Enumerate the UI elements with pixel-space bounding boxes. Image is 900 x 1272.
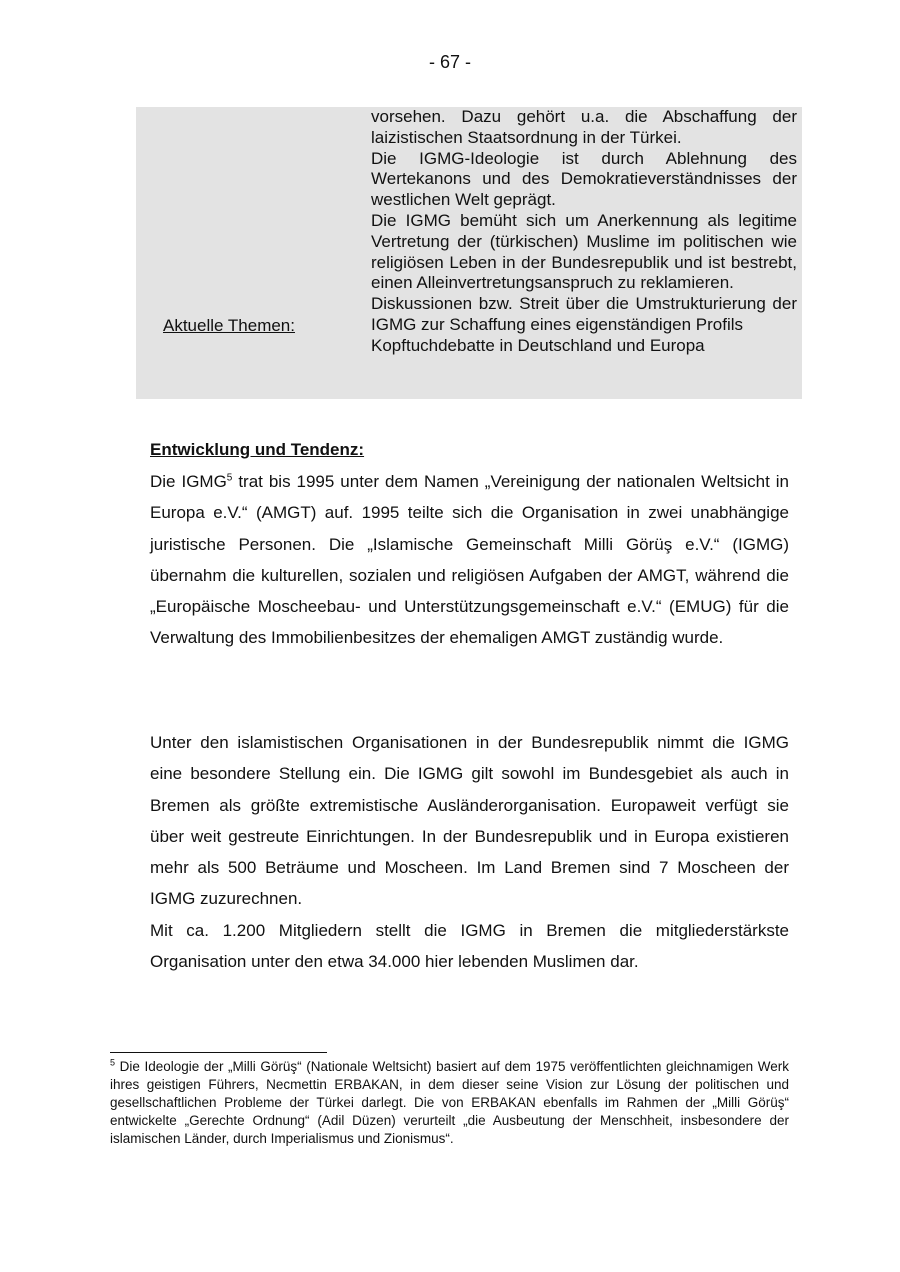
body-block-development <box>150 466 789 654</box>
profile-box-paragraph: Die IGMG-Ideologie ist durch Ablehnung des Wertekanons und des Demokratieverständnisses der westlichen Welt geprägt. <box>371 148 797 210</box>
footnote <box>110 1058 789 1148</box>
paragraph-history-rest: trat bis 1995 unter dem Namen „Vereinigung der nationalen Weltsicht in Europa e.V.“ (AMGT) auf. 1995 teilte sich die Organisation in zwei unabhängige juristische Personen. Die „Islamische Gemeinschaft Milli Görüş e.V.“ (IGMG) übernahm die kulturellen, sozialen und religiösen Aufgaben der AMGT, während die „Europäische Moscheebau- und Unterstützungsgemeinschaft e.V.“ (EMUG) für die Verwaltung des Immobilienbesitzes der ehemaligen AMGT zuständig wurde. <box>150 472 789 648</box>
footnote-divider <box>110 1052 327 1053</box>
profile-box-paragraph: Diskussionen bzw. Streit über die Umstrukturierung der IGMG zur Schaffung eines eigenständigen Profils <box>371 294 797 334</box>
profile-box-text <box>371 107 797 357</box>
paragraph-position: Unter den islamistischen Organisationen in der Bundesrepublik nimmt die IGMG eine besondere Stellung ein. Die IGMG gilt sowohl im Bundesgebiet als auch in Bremen als größte extremistische Ausländerorganisation. Europaweit verfügt sie über weit gestreute Einrichtungen. In der Bundesrepublik und in Europa existieren mehr als 500 Beträume und Moscheen. Im Land Bremen sind 7 Moscheen der IGMG zuzurechnen. <box>150 733 789 909</box>
footnote-text: Die Ideologie der „Milli Görüş“ (Nationale Weltsicht) basiert auf dem 1975 veröffentlichten gleichnamigen Werk ihres geistigen Führers, Necmettin ERBAKAN, in dem dieser seine Vision zur Lösung der politischen und gesellschaftlichen Probleme der Türkei darlegt. Die von ERBAKAN ebenfalls im Rahmen der „Milli Görüş“ entwickelte „Gerechte Ordnung“ (Adil Düzen) verurteilt „die Ausbeutung der Menschheit, insbesondere der islamischen Länder, durch Imperialismus und Zionismus“. <box>110 1059 789 1146</box>
profile-box-paragraph: vorsehen. Dazu gehört u.a. die Abschaffung der laizistischen Staatsordnung in der Türkei. <box>371 107 797 147</box>
profile-box-paragraph: Kopftuchdebatte in Deutschland und Europa <box>371 335 705 355</box>
footnote-reference: 5 <box>226 472 233 484</box>
footnote-marker: 5 <box>110 1057 116 1068</box>
profile-box-label: Aktuelle Themen: <box>163 316 295 335</box>
body-block-status <box>150 727 789 977</box>
section-heading: Entwicklung und Tendenz: <box>150 440 365 459</box>
paragraph-membership: Mit ca. 1.200 Mitgliedern stellt die IGMG in Bremen die mitgliederstärkste Organisation unter den etwa 34.000 hier lebenden Muslimen dar. <box>150 920 789 972</box>
page-number: - 67 - <box>428 52 471 72</box>
paragraph-history <box>150 466 789 654</box>
profile-box-paragraph: Die IGMG bemüht sich um Anerkennung als legitime Vertretung der (türkischen) Muslime im politischen wie religiösen Leben in der Bundesrepublik und ist bestrebt, einen Alleinvertretungsanspruch zu reklamieren. <box>371 210 797 293</box>
paragraph-history-start: Die IGMG <box>150 472 227 491</box>
